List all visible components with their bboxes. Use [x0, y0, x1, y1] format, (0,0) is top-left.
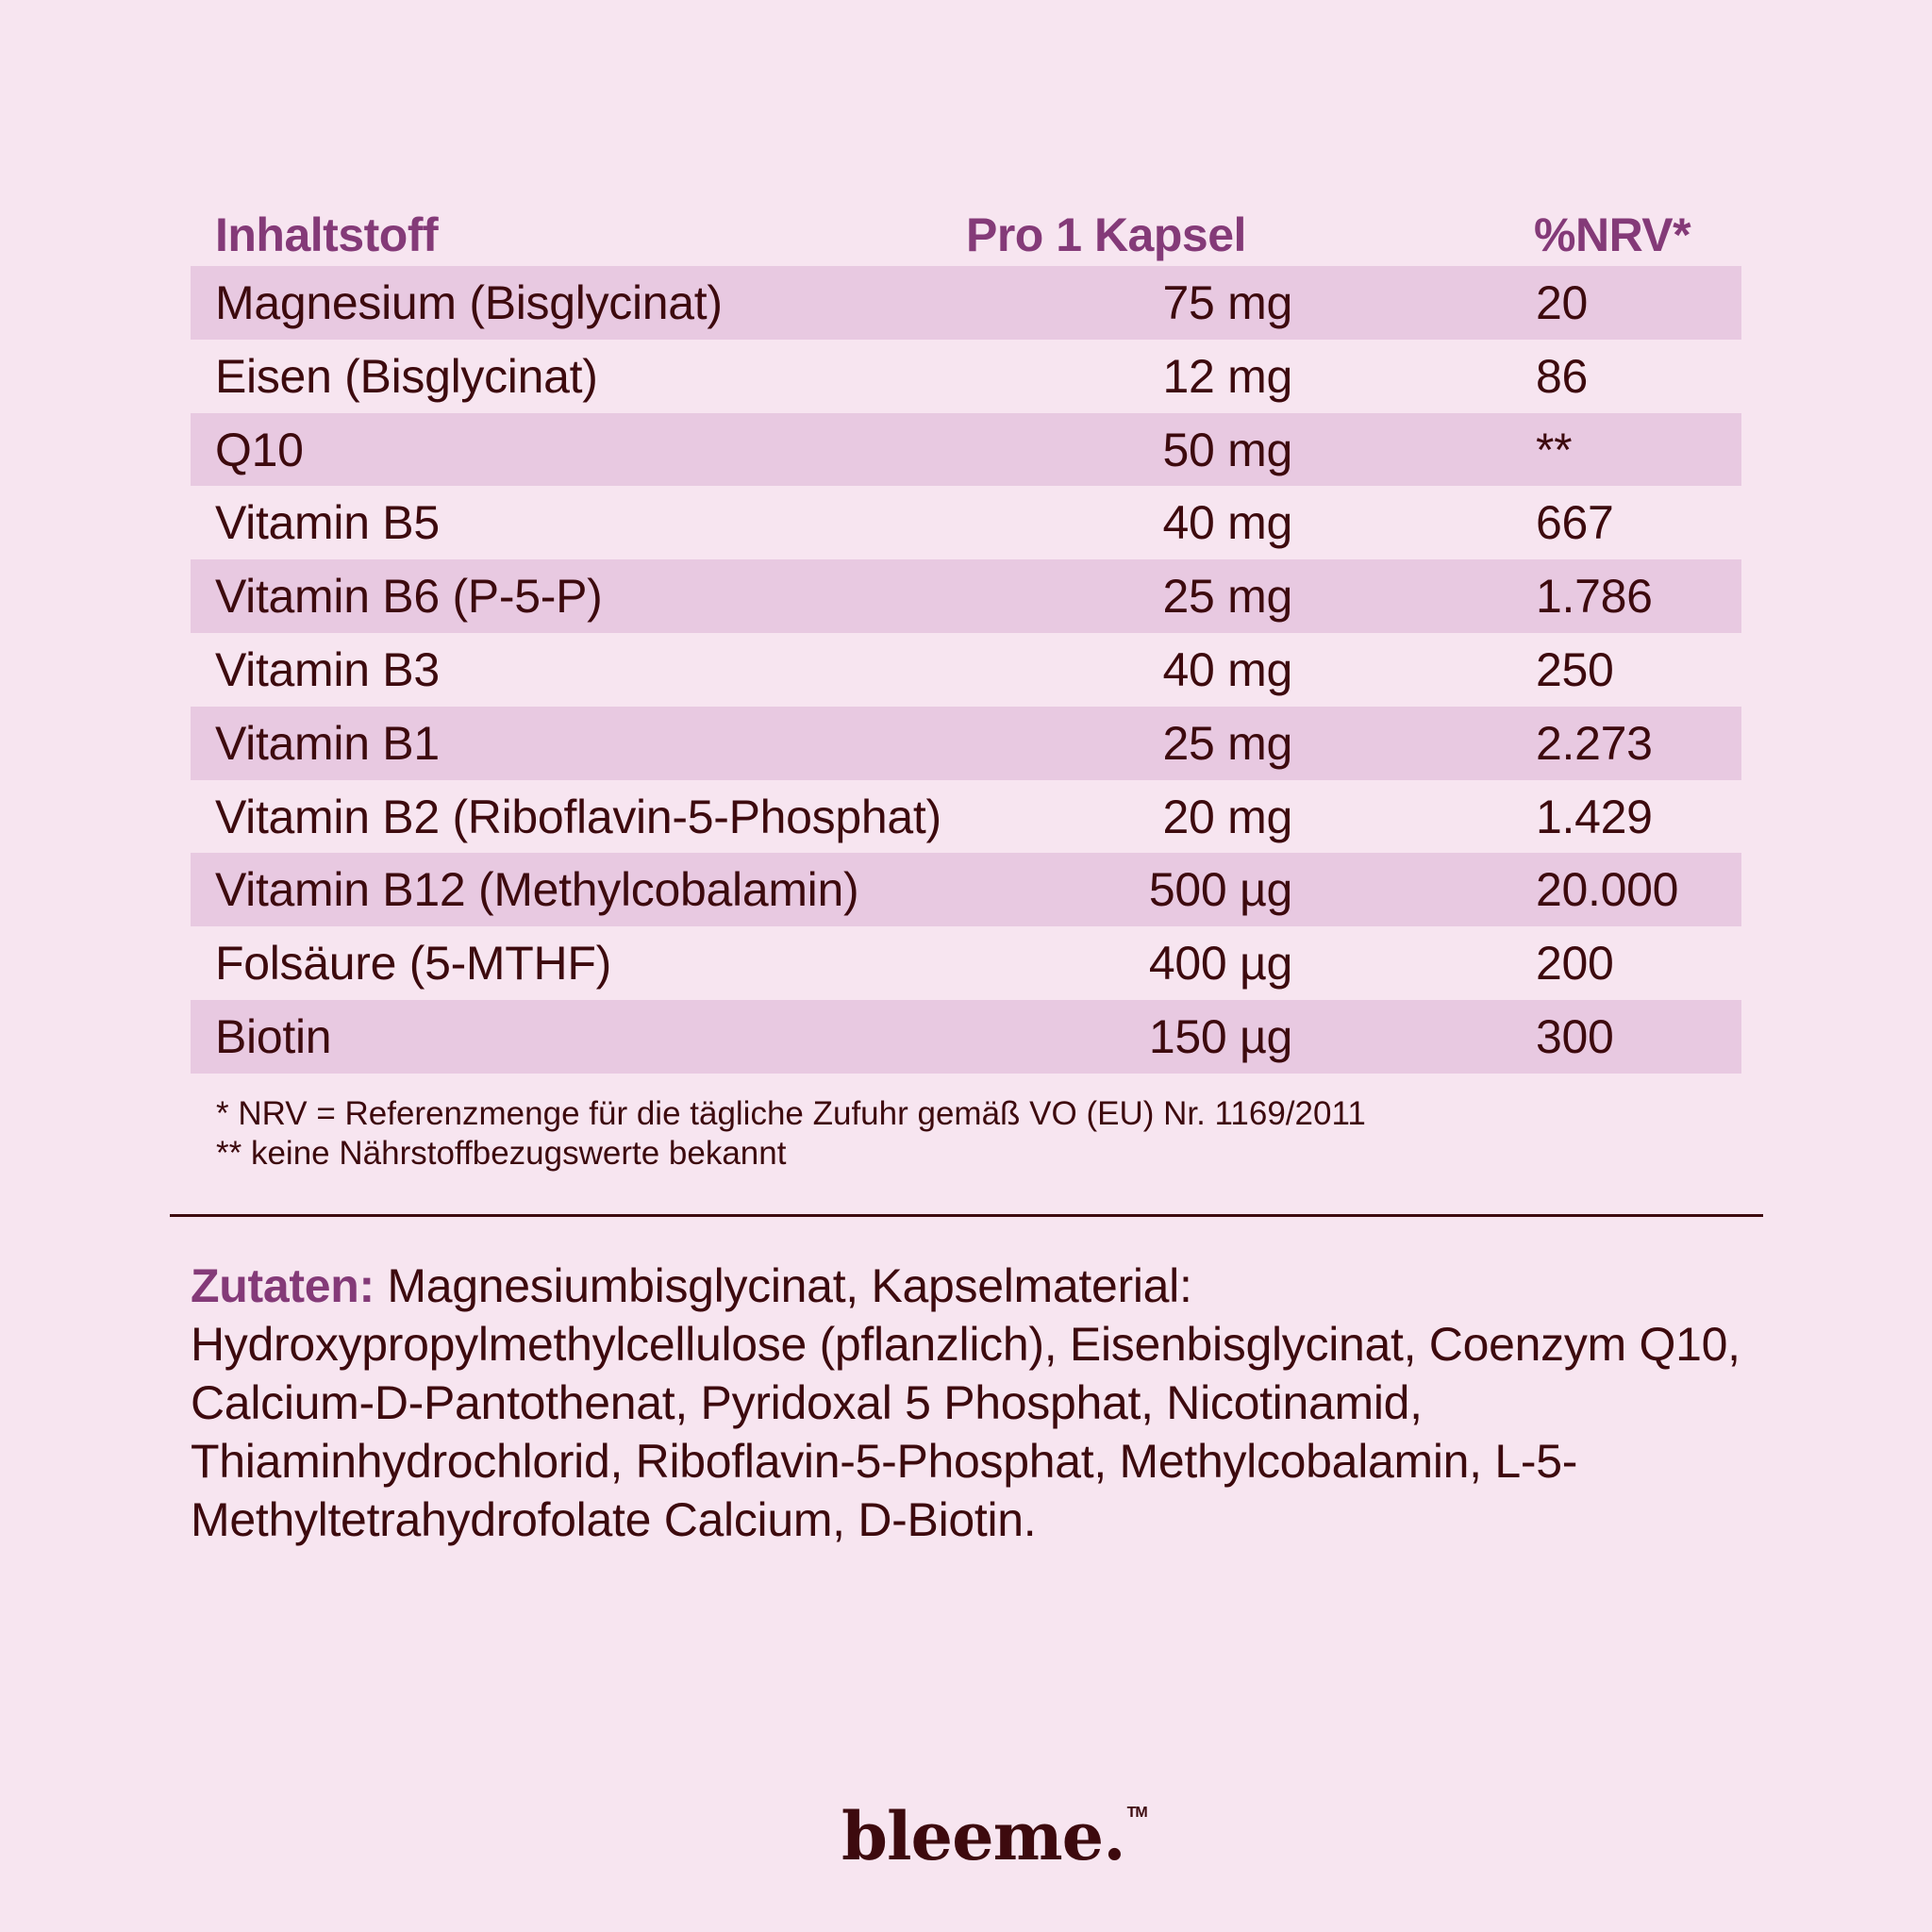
ingredient-amount: 500 µg: [1148, 863, 1292, 917]
ingredient-nrv: 250: [1536, 642, 1614, 696]
table-row: [191, 780, 1741, 854]
ingredient-amount: 40 mg: [1162, 496, 1292, 550]
ingredient-name: Vitamin B1: [215, 716, 440, 770]
table-row: [191, 926, 1741, 1000]
ingredient-nrv: 20.000: [1536, 863, 1679, 917]
table-row: [191, 707, 1741, 780]
ingredient-name: Vitamin B5: [215, 496, 440, 550]
ingredient-name: Magnesium (Bisglycinat): [215, 276, 723, 329]
header-per-capsule: Pro 1 Kapsel: [966, 208, 1246, 261]
brand-logo: [841, 1797, 1147, 1875]
table-row: [191, 633, 1741, 707]
ingredient-amount: 400 µg: [1148, 937, 1292, 991]
ingredient-amount: 50 mg: [1162, 423, 1292, 476]
ingredients-paragraph: [191, 1257, 1775, 1549]
table-row: [191, 413, 1741, 487]
ingredient-amount: 150 µg: [1148, 1009, 1292, 1063]
trademark-symbol: TM: [1126, 1805, 1147, 1821]
ingredient-nrv: 200: [1536, 937, 1614, 991]
table-row: [191, 853, 1741, 926]
ingredient-name: Vitamin B3: [215, 642, 440, 696]
table-row: [191, 1000, 1741, 1074]
ingredient-amount: 25 mg: [1162, 716, 1292, 770]
footnote-no-reference: ** keine Nährstoffbezugswerte bekannt: [216, 1135, 787, 1172]
ingredient-name: Vitamin B12 (Methylcobalamin): [215, 863, 859, 917]
ingredients-text: Magnesiumbisglycinat, Kapselmaterial: Hydroxypropylmethylcellulose (pflanzlich), Eisenbisglycinat, Coenzym Q10, Calcium-D-Pantothenat, Pyridoxal 5 Phosphat, Nicotinamid, Thiaminhydrochlorid, Riboflavin-5-Phosphat, Methylcobalamin, L-5-Methyltetrahydrofolate Calcium, D-Biotin.: [191, 1259, 1740, 1546]
ingredient-name: Eisen (Bisglycinat): [215, 349, 598, 403]
ingredient-nrv: 2.273: [1536, 716, 1653, 770]
ingredient-nrv: 86: [1536, 349, 1589, 403]
ingredient-amount: 25 mg: [1162, 570, 1292, 624]
ingredient-amount: 12 mg: [1162, 349, 1292, 403]
ingredient-name: Vitamin B2 (Riboflavin-5-Phosphat): [215, 790, 941, 843]
footnotes: [216, 1094, 1366, 1174]
table-row: [191, 486, 1741, 559]
ingredient-nrv: 1.786: [1536, 570, 1653, 624]
ingredient-amount: 40 mg: [1162, 642, 1292, 696]
header-nrv: %NRV*: [1534, 208, 1691, 261]
footnote-nrv: * NRV = Referenzmenge für die tägliche Zufuhr gemäß VO (EU) Nr. 1169/2011: [216, 1095, 1366, 1132]
brand-name: bleeme.: [841, 1797, 1125, 1875]
ingredient-nrv: **: [1536, 423, 1573, 476]
ingredient-nrv: 20: [1536, 276, 1589, 329]
ingredient-nrv: 667: [1536, 496, 1614, 550]
ingredient-name: Q10: [215, 423, 304, 476]
table-row: [191, 340, 1741, 413]
ingredient-amount: 75 mg: [1162, 276, 1292, 329]
divider: [170, 1214, 1763, 1217]
header-ingredient: Inhaltstoff: [215, 208, 439, 261]
ingredient-name: Folsäure (5-MTHF): [215, 937, 611, 991]
ingredient-nrv: 300: [1536, 1009, 1614, 1063]
table-header: [191, 200, 1741, 266]
nutrition-table: [191, 200, 1741, 1074]
table-row: [191, 559, 1741, 633]
table-row: [191, 266, 1741, 340]
ingredient-name: Vitamin B6 (P-5-P): [215, 570, 603, 624]
ingredients-label: Zutaten:: [191, 1259, 375, 1312]
ingredient-nrv: 1.429: [1536, 790, 1653, 843]
ingredient-amount: 20 mg: [1162, 790, 1292, 843]
ingredient-name: Biotin: [215, 1009, 332, 1063]
